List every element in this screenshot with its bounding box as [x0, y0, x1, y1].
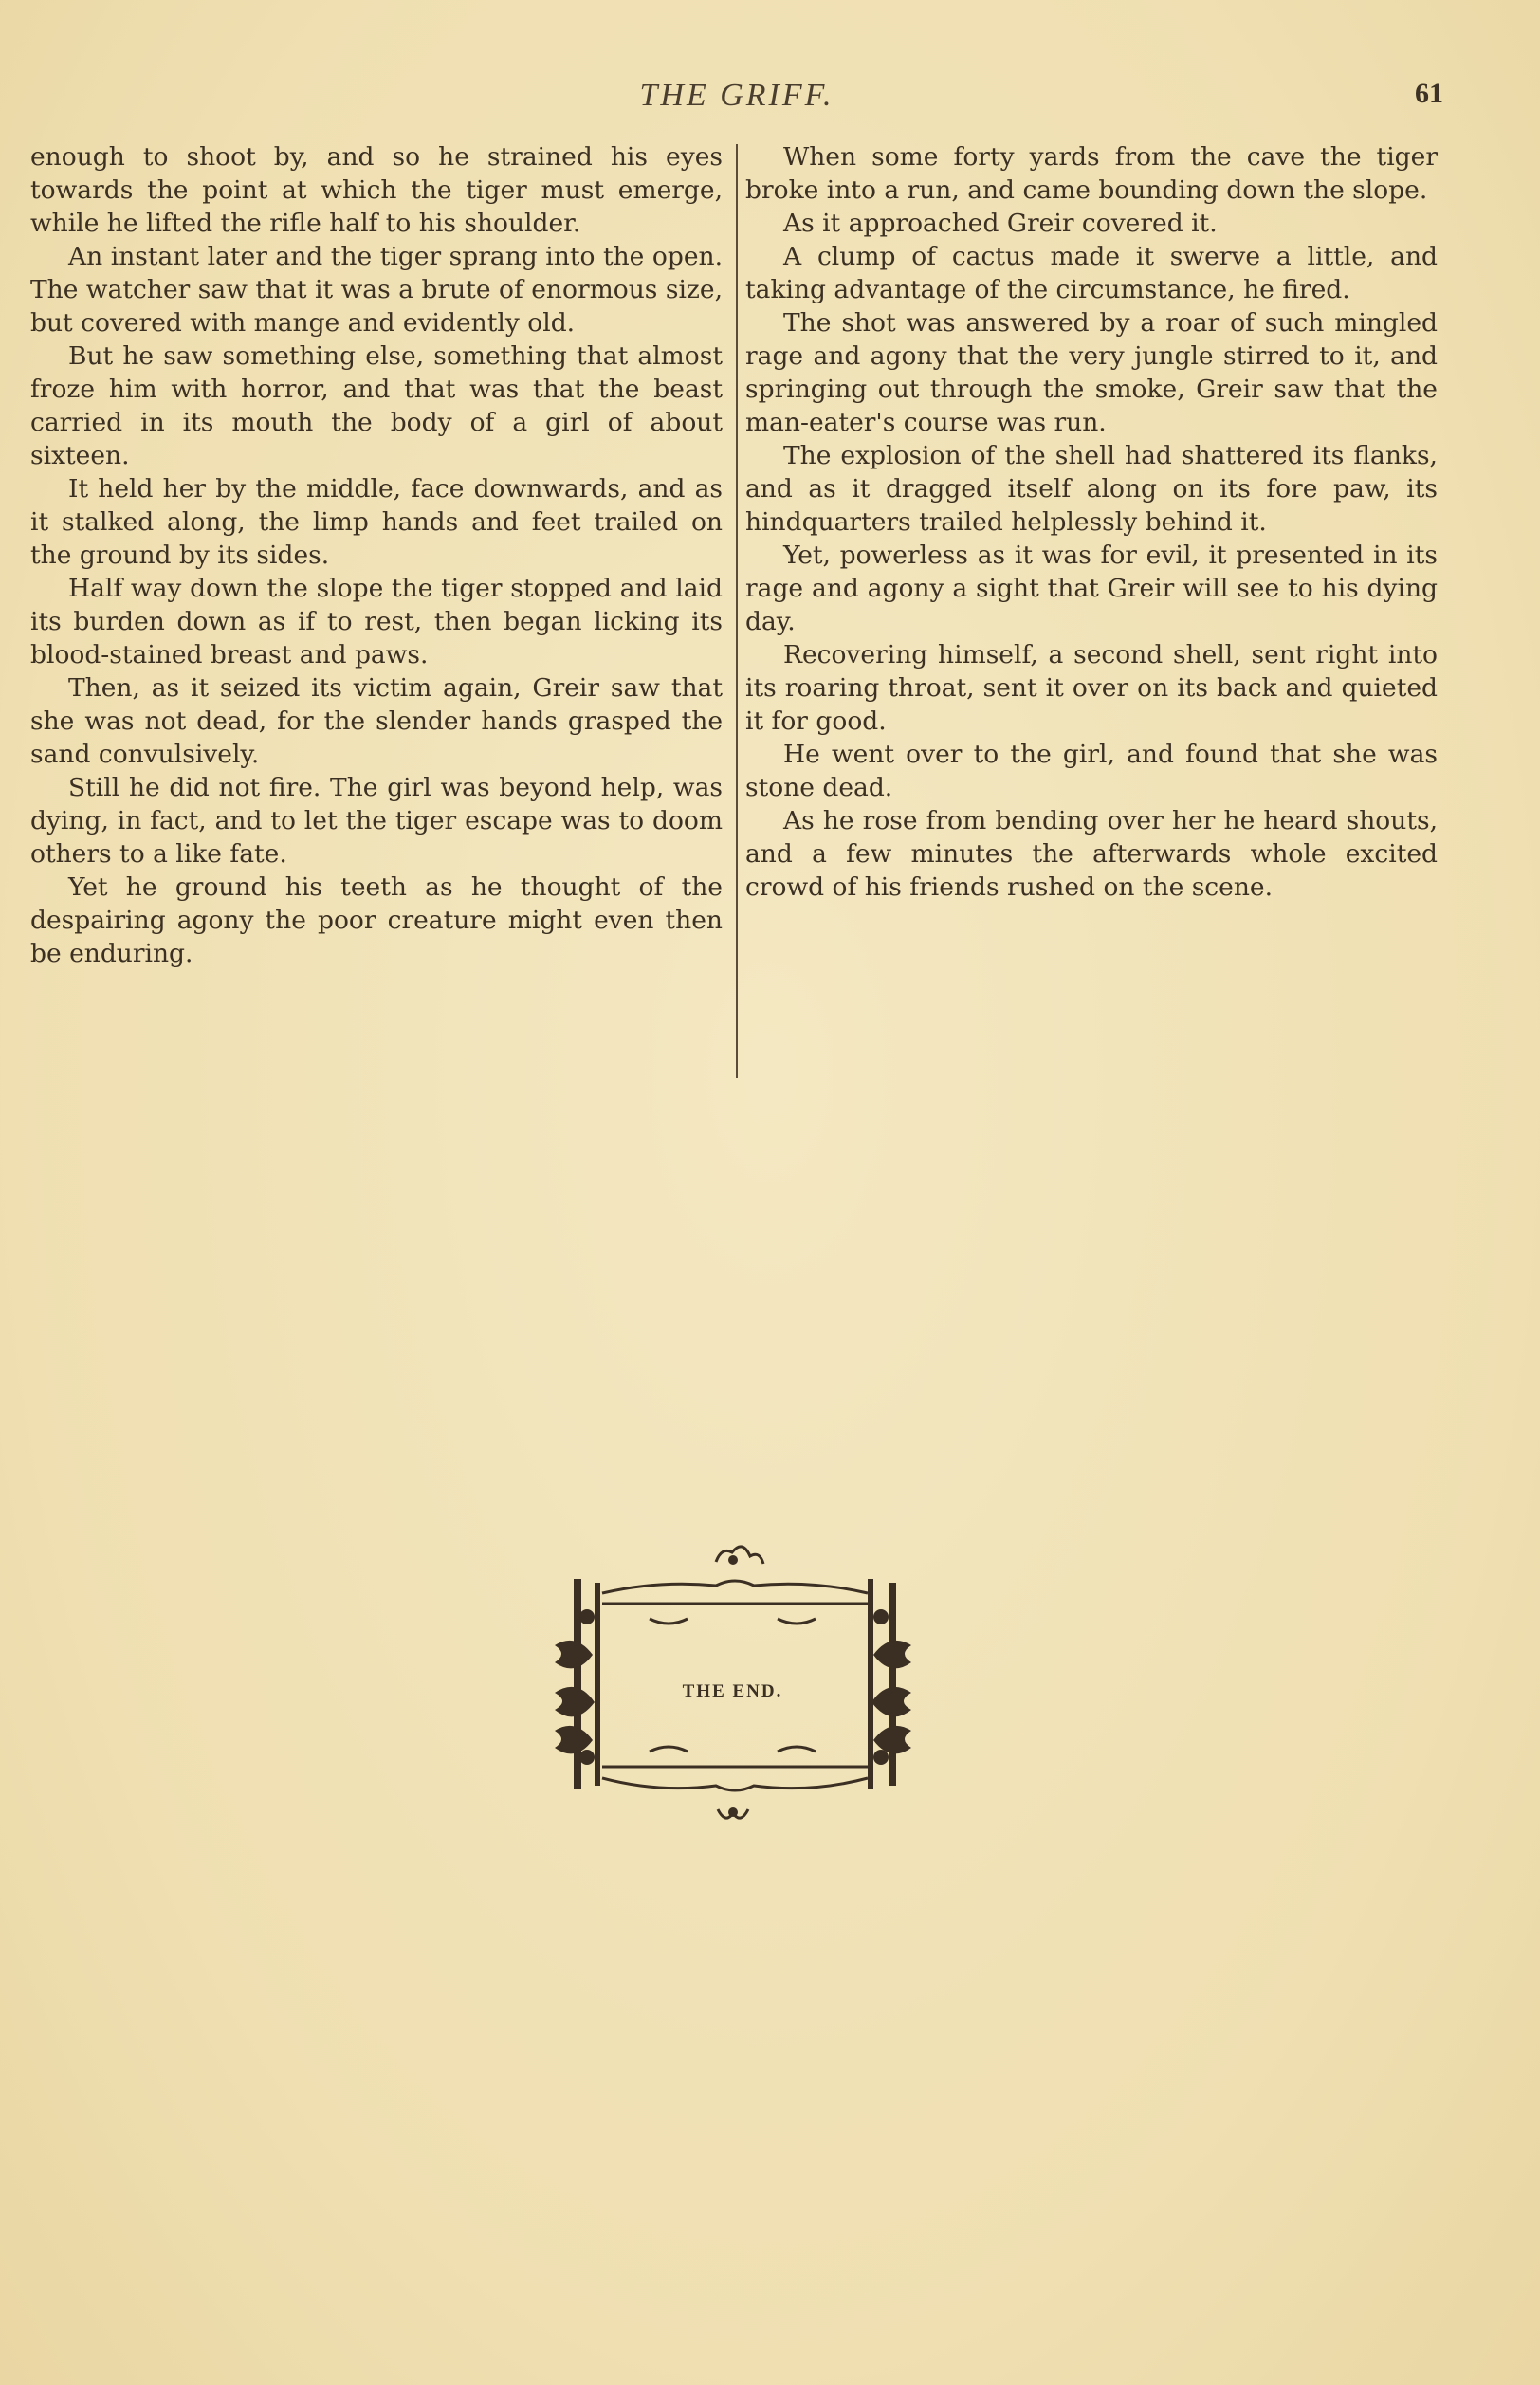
- paragraph: Still he did not fire. The girl was beyond help, was dying, in fact, and to let the tiger escape was to doom others to a like fate.: [30, 773, 723, 869]
- paragraph: Then, as it seized its victim again, Greir saw that she was not dead, for the slender hands grasped the sand convulsively.: [30, 673, 723, 769]
- paragraph: When some forty yards from the cave the tiger broke into a run, and came bounding down the slope.: [745, 142, 1438, 205]
- paragraph: Recovering himself, a second shell, sent right into its roaring throat, sent it over on its back and quieted it for good.: [745, 640, 1438, 736]
- paragraph: The shot was answered by a roar of such mingled rage and agony that the very jungle stirred to it, and springing out through the smoke, Greir saw that the man-eater's course was run.: [745, 308, 1438, 437]
- paragraph: A clump of cactus made it swerve a little, and taking advantage of the circumstance, he fired.: [745, 242, 1438, 304]
- paragraph: Half way down the slope the tiger stopped and laid its burden down as if to rest, then began licking its blood-stained breast and paws.: [30, 574, 723, 670]
- end-ornament: [517, 1541, 948, 1830]
- paragraph: But he saw something else, something that almost froze him with horror, and that was that the beast carried in its mouth the body of a girl of about sixteen.: [30, 341, 723, 470]
- left-column: [30, 140, 723, 970]
- running-head: [30, 78, 1443, 116]
- paragraph: As he rose from bending over her he heard shouts, and a few minutes the afterwards whole excited crowd of his friends rushed on the scene.: [745, 806, 1438, 902]
- paragraph: enough to shoot by, and so he strained his eyes towards the point at which the tiger must emerge, while he lifted the rifle half to his shoulder.: [30, 142, 723, 238]
- paragraph: The explosion of the shell had shattered its flanks, and as it dragged itself along on its fore paw, its hindquarters trailed helplessly behind it.: [745, 441, 1438, 537]
- paragraph: Yet, powerless as it was for evil, it presented in its rage and agony a sight that Greir will see to his dying day.: [745, 541, 1438, 636]
- right-column: [745, 140, 1438, 904]
- paragraph: It held her by the middle, face downwards, and as it stalked along, the limp hands and feet trailed on the ground by its sides.: [30, 474, 723, 570]
- paragraph: As it approached Greir covered it.: [783, 209, 1218, 238]
- column-divider: [736, 144, 738, 1078]
- paragraph: An instant later and the tiger sprang into the open. The watcher saw that it was a brute of enormous size, but covered with mange and evidently old.: [30, 242, 723, 338]
- end-label: THE END.: [682, 1681, 783, 1701]
- paragraph: He went over to the girl, and found that she was stone dead.: [745, 740, 1438, 802]
- page-number: 61: [1415, 78, 1443, 109]
- paragraph: Yet he ground his teeth as he thought of the despairing agony the poor creature might even then be enduring.: [30, 872, 723, 968]
- page-title: THE GRIFF.: [639, 78, 834, 113]
